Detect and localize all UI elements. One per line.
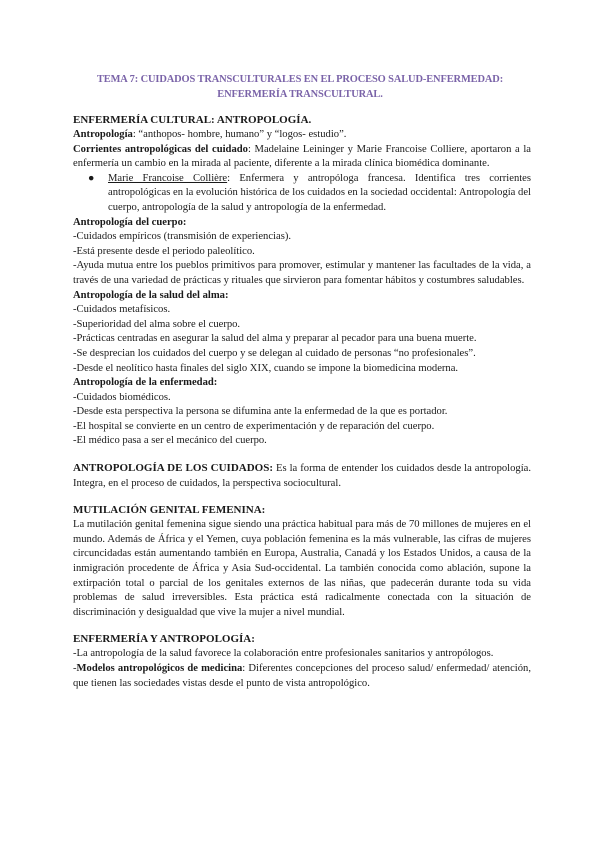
paragraph-antropologia-cuidados bbox=[73, 461, 531, 491]
list-item: -Ayuda mutua entre los pueblos primitivos para promover, estimular y mantener las facultades de la vida, a través de una variedad de prácticas y rituales que sirvieron para fomentar hábitos y costumbres saludables. bbox=[73, 260, 531, 286]
paragraph-antropologia bbox=[73, 128, 531, 143]
bullet-name: Marie Francoise Collière bbox=[108, 172, 228, 184]
list-item: -Desde el neolítico hasta finales del siglo XIX, cuando se impone la biomedicina moderna. bbox=[73, 362, 459, 374]
list-item: -El hospital se convierte en un centro de experimentación y de reparación del cuerpo. bbox=[73, 420, 435, 432]
term-corrientes: Corrientes antropológicas del cuidado bbox=[73, 143, 248, 155]
subheading-cuerpo: Antropología del cuerpo: bbox=[73, 216, 187, 228]
title-line-1: TEMA 7: CUIDADOS TRANSCULTURALES EN EL PROCESO SALUD-ENFERMEDAD: bbox=[96, 74, 504, 85]
term-antropologia: Antropología bbox=[73, 129, 133, 140]
section-heading-mutilacion: MUTILACIÓN GENITAL FEMENINA: bbox=[73, 504, 266, 517]
subheading-enfermedad: Antropología de la enfermedad: bbox=[73, 377, 218, 389]
paragraph-mutilacion: La mutilación genital femenina sigue siendo una práctica habitual para más de 70 millones de mujeres en el mundo. Además de África y el Yemen, cuya población femenina es la más vulnerable, las cifras de mujeres circuncidadas están aumentando también en Europa, Australia, Canadá y los Estados Unidos, a causa de la inmigración procedente de África y Asia Sud-occidental. La también conocida como ablación, supone la extirpación total o parcial de los genitales externos de las niñas, que padecerán durante toda su vida problemas de salud irreversibles. Esta práctica está radicalmente conectada con la situación de discriminación y desigualdad que vive la mujer a nivel mundial. bbox=[73, 519, 531, 618]
section-spacer bbox=[73, 620, 531, 632]
section-spacer bbox=[73, 491, 531, 503]
bullet-dot-icon: ● bbox=[88, 172, 95, 184]
list-dash: - bbox=[73, 663, 77, 674]
term-modelos: Modelos antropológicos de medicina bbox=[76, 663, 243, 674]
list-item: -Cuidados metafísicos. bbox=[73, 304, 171, 316]
section-spacer bbox=[73, 449, 531, 461]
bullet-item-colliere bbox=[73, 172, 531, 216]
list-item: -Prácticas centradas en asegurar la salud del alma y preparar al pecador para una buena muerte. bbox=[73, 333, 477, 345]
section-text-antropologia-cuidados: Es la forma de entender los cuidados desde la antropología. Integra, en el proceso de cuidados, la perspectiva sociocultural. bbox=[73, 463, 531, 489]
bullet-text: : Enfermera y antropóloga francesa. Identifica tres corrientes antropológicas en la evolución histórica de los cuidados en la sociedad occidental: Antropología del cuerpo, antropología de la salud y antropología de la enfermedad. bbox=[108, 172, 532, 213]
list-item-modelos bbox=[73, 662, 531, 691]
list-item: -Superioridad del alma sobre el cuerpo. bbox=[73, 318, 241, 330]
definition-modelos: : Diferentes concepciones del proceso salud/ enfermedad/ atención, que tienen las sociedades vistas desde el punto de vista antropológico. bbox=[73, 663, 531, 689]
definition-corrientes: : Madelaine Leininger y Marie Francoise Colliere, aportaron a la enfermería un cambio en la mirada al paciente, diferente a la mirada clínica biomédica dominante. bbox=[73, 143, 532, 170]
document-body bbox=[73, 113, 531, 691]
list-item: -Cuidados empíricos (transmisión de experiencias). bbox=[73, 231, 291, 243]
list-item: -Está presente desde el periodo paleolítico. bbox=[73, 245, 255, 257]
subheading-alma: Antropología de la salud del alma: bbox=[73, 289, 229, 301]
section-heading-antropologia-cuidados: ANTROPOLOGÍA DE LOS CUIDADOS: bbox=[73, 462, 274, 475]
list-item: -El médico pasa a ser el mecánico del cuerpo. bbox=[73, 435, 267, 447]
document-title bbox=[70, 72, 530, 102]
list-item: -La antropología de la salud favorece la colaboración entre profesionales sanitarios y antropólogos. bbox=[73, 648, 494, 660]
section-heading-enfermeria-cultural: ENFERMERÍA CULTURAL: ANTROPOLOGÍA. bbox=[73, 114, 312, 126]
title-line-2: ENFERMERÍA TRANSCULTURAL. bbox=[217, 89, 383, 100]
definition-antropologia: : “anthopos- hombre, humano” y “logos- estudio”. bbox=[132, 129, 347, 140]
paragraph-corrientes bbox=[73, 143, 531, 172]
list-item: -Se desprecian los cuidados del cuerpo y se delegan al cuidado de personas “no profesionales”. bbox=[73, 347, 476, 359]
list-item: -Desde esta perspectiva la persona se difumina ante la enfermedad de la que es portador. bbox=[73, 406, 448, 418]
section-heading-enfermeria-antropologia: ENFERMERÍA Y ANTROPOLOGÍA: bbox=[73, 633, 255, 646]
list-item: -Cuidados biomédicos. bbox=[73, 391, 171, 403]
